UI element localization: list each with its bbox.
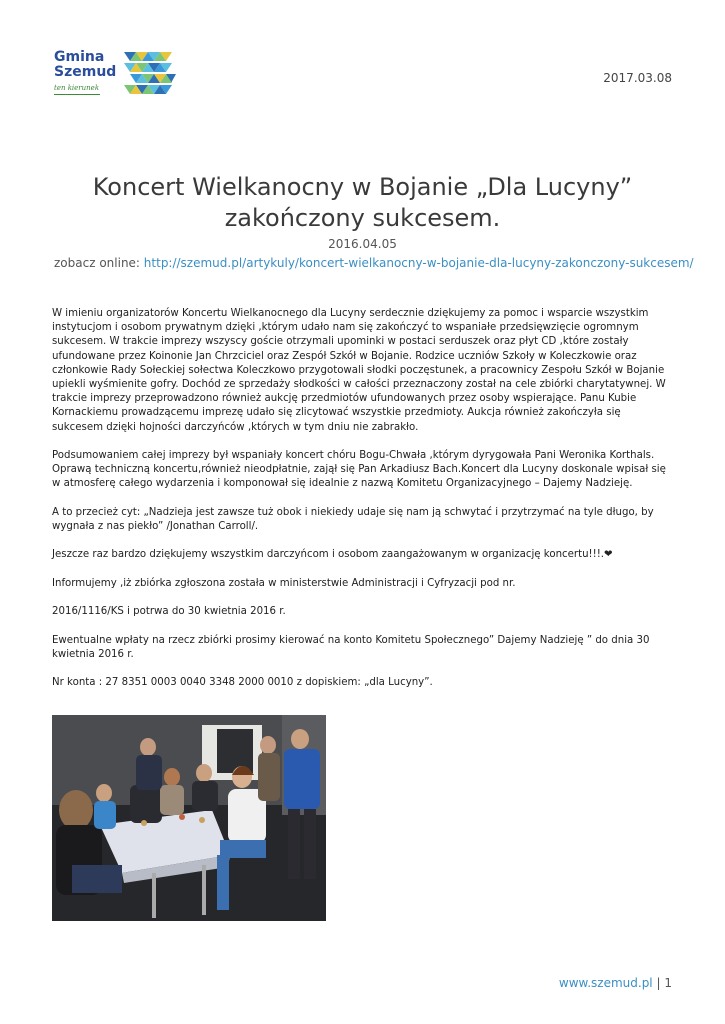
- paragraph: Nr konta : 27 8351 0003 0040 3348 2000 0010 z dopiskiem: „dla Lucyny”.: [52, 677, 433, 689]
- article-title: Koncert Wielkanocny w Bojanie „Dla Lucyny” zakończony sukcesem.: [92, 173, 633, 232]
- event-photo-illustration: [52, 715, 326, 921]
- event-photo: [52, 715, 326, 921]
- paragraph: W imieniu organizatorów Koncertu Wielkanocnego dla Lucyny serdecznie dziękujemy za pomoc i wsparcie wszystkim instytucjom i osobom prywatnym dzięki ,którym udało nam się zakończyć to wspaniałe przedsięwzięcie ogromnym sukcesem. W trakcie imprezy wszyscy goście otrzymali upominki w postaci serduszek oraz płyt CD ,które zostały ufundowane przez Koinonie Jan Chrzciciel oraz Zespół Szkół w Bojanie. Rodzice uczniów Szkoły w Koleczkowie oraz członkowie Rady Sołeckiej sołectwa Koleczkowo przygotowali słodki poczęstunek, a pracownicy Zespołu Szkół w Bojanie upiekli wyśmienite gofry. Dochód ze sprzedaży słodkości w całości przeznaczony został na cele zbiórki charytatywnej. W trakcie imprezy przeprowadzono również aukcję przedmiotów ufundowanych przez osoby wspierające. Panu Kubie Kornackiemu prowadzącemu imprezę udało się zlicytować wszystkie przedmioty. Aukcja również zakończyła się sukcesem dzięki hojności darczyńców ,których w tym dniu nie zabrakło.: [52, 308, 666, 433]
- footer-separator: |: [656, 976, 661, 990]
- logo-text: [54, 50, 116, 92]
- paragraph: Jeszcze raz bardzo dziękujemy wszystkim darczyńcom i osobom zaangażowanym w organizację koncertu!!!.❤: [52, 549, 613, 561]
- online-label: zobacz online:: [54, 256, 140, 270]
- logo-line2: Szemud: [54, 64, 117, 80]
- article-body: [52, 307, 674, 705]
- page-footer: [559, 976, 672, 990]
- gmina-szemud-logo: [54, 50, 178, 104]
- footer-site-link[interactable]: www.szemud.pl: [558, 976, 653, 990]
- paragraph: Informujemy ,iż zbiórka zgłoszona została w ministerstwie Administracji i Cyfryzacji pod nr.: [52, 577, 516, 589]
- article-url-link[interactable]: http://szemud.pl/artykuly/koncert-wielkanocny-w-bojanie-dla-lucyny-zakonczony-sukcesem/: [143, 256, 694, 270]
- paragraph: A to przecież cyt: „Nadzieja jest zawsze tuż obok i niekiedy udaje się nam ją schwytać i przytrzymać na tyle długo, by wygnała z nas piekło” /Jonathan Carroll/.: [52, 506, 654, 533]
- page-number: 1: [664, 976, 672, 990]
- paragraph: 2016/1116/KS i potrwa do 30 kwietnia 2016 r.: [52, 606, 286, 618]
- paragraph: Podsumowaniem całej imprezy był wspaniały koncert chóru Bogu-Chwała ,którym dyrygowała Pani Weronika Korthals. Oprawą techniczną koncertu,również nieodpłatnie, zajął się Pan Arkadiusz Bach.Koncert dla Lucyny doskonale wpisał się w atmosferę całego wydarzenia i komponował się idealnie z nazwą Komitetu Organizacyjnego – Dajemy Nadzieję.: [52, 450, 666, 490]
- logo-underline: [54, 94, 100, 95]
- paragraph: Ewentualne wpłaty na rzecz zbiórki prosimy kierować na konto Komitetu Społecznego” Dajemy Nadzieję ” do dnia 30 kwietnia 2016 r.: [52, 634, 650, 660]
- online-link-row: [54, 256, 694, 270]
- header-date: 2017.03.08: [603, 71, 672, 85]
- logo-tagline: ten kierunek: [54, 84, 100, 92]
- logo-line1: Gmina: [54, 49, 105, 65]
- logo-triangles-icon: [118, 50, 178, 102]
- article-date: 2016.04.05: [328, 237, 397, 251]
